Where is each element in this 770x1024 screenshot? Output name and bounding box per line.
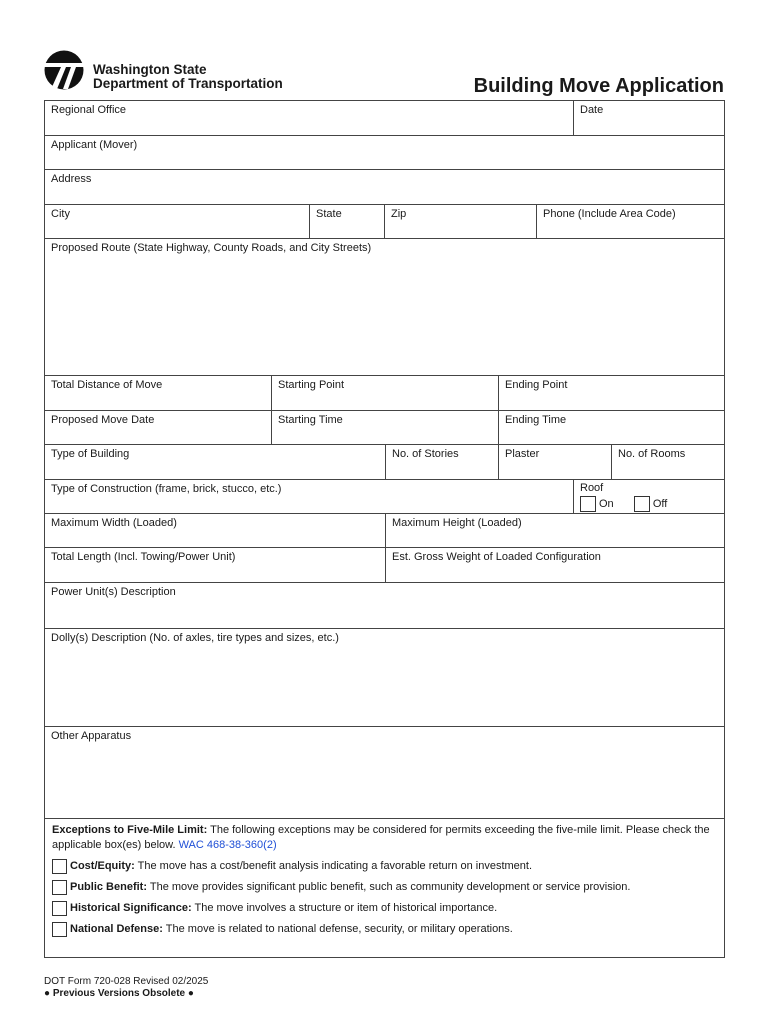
type-of-building-label: Type of Building [51,448,130,460]
row-other-apparatus [45,727,724,819]
plaster-field[interactable] [498,445,611,479]
gross-weight-label: Est. Gross Weight of Loaded Configuration [392,551,601,563]
row-route [45,239,724,376]
form-number: DOT Form 720-028 Revised 02/2025 [44,976,209,987]
max-height-label: Maximum Height (Loaded) [392,517,522,529]
address-label: Address [51,173,92,185]
phone-label: Phone (Include Area Code) [543,208,676,220]
other-apparatus-field[interactable] [45,727,724,818]
row-move-date [45,411,724,445]
total-length-field[interactable] [45,548,385,582]
cost-equity-checkbox[interactable] [52,859,67,874]
row-power-unit [45,583,724,629]
state-field[interactable] [309,205,384,238]
proposed-route-label: Proposed Route (State Highway, County Roads, and City Streets) [51,242,372,254]
total-length-label: Total Length (Incl. Towing/Power Unit) [51,551,236,563]
city-label: City [51,208,70,220]
applicant-label: Applicant (Mover) [51,139,138,151]
application-form [44,100,725,958]
row-length-weight [45,548,724,583]
regional-office-label: Regional Office [51,104,127,116]
roof-options [580,496,718,512]
ending-time-field[interactable] [498,411,724,444]
total-distance-field[interactable] [45,376,271,410]
national-defense-label: National Defense: [70,923,163,935]
phone-field[interactable] [536,205,724,238]
wsdot-logo [44,50,84,90]
zip-field[interactable] [384,205,536,238]
public-benefit-description: The move provides significant public benefit, such as community development or service provision. [147,881,631,893]
ending-time-label: Ending Time [505,414,567,426]
national-defense-description: The move is related to national defense, security, or military operations. [162,923,513,935]
national-defense-checkbox[interactable] [52,922,67,937]
gross-weight-field[interactable] [385,548,724,582]
max-width-field[interactable] [45,514,385,547]
roof-off-label: Off [652,497,668,510]
type-of-building-field[interactable] [45,445,385,479]
max-width-label: Maximum Width (Loaded) [51,517,177,529]
form-footer [44,976,208,1000]
agency-line-2: Department of Transportation [93,76,283,91]
public-benefit-checkbox[interactable] [52,880,67,895]
historical-significance-checkbox[interactable] [52,901,67,916]
city-field[interactable] [45,205,309,238]
state-label: State [316,208,342,220]
public-benefit-text [70,880,630,895]
row-construction [45,480,724,514]
form-title: Building Move Application [473,75,724,97]
no-of-rooms-label: No. of Rooms [618,448,686,460]
ending-point-label: Ending Point [505,379,568,391]
max-height-field[interactable] [385,514,724,547]
agency-line-1: Washington State [93,62,207,77]
starting-time-label: Starting Time [278,414,343,426]
plaster-label: Plaster [505,448,540,460]
exceptions-section [45,819,724,957]
date-label: Date [580,104,604,116]
exception-public-benefit [52,880,717,895]
row-applicant [45,136,724,170]
roof-on-checkbox[interactable] [580,496,596,512]
exception-national-defense [52,922,717,937]
no-of-rooms-field[interactable] [611,445,724,479]
historical-significance-description: The move involves a structure or item of historical importance. [191,902,498,914]
exceptions-intro [52,823,717,853]
roof-field [573,480,724,513]
proposed-move-date-label: Proposed Move Date [51,414,155,426]
row-building [45,445,724,480]
row-dolly [45,629,724,727]
starting-time-field[interactable] [271,411,498,444]
proposed-route-field[interactable] [45,239,724,375]
type-of-construction-label: Type of Construction (frame, brick, stucco, etc.) [51,483,282,495]
cost-equity-description: The move has a cost/benefit analysis indicating a favorable return on investment. [134,860,533,872]
national-defense-text [70,922,513,937]
regional-office-field[interactable] [45,101,573,135]
ending-point-field[interactable] [498,376,724,410]
address-field[interactable] [45,170,724,204]
cost-equity-label: Cost/Equity: [70,860,135,872]
date-field[interactable] [573,101,724,135]
starting-point-label: Starting Point [278,379,345,391]
wac-link[interactable]: WAC 468-38-360(2) [178,839,277,851]
dolly-label: Dolly(s) Description (No. of axles, tire types and sizes, etc.) [51,632,339,644]
row-city [45,205,724,239]
power-unit-label: Power Unit(s) Description [51,586,176,598]
other-apparatus-label: Other Apparatus [51,730,132,742]
exceptions-heading: Exceptions to Five-Mile Limit: [52,824,208,836]
row-width-height [45,514,724,548]
exception-cost-equity [52,859,717,874]
exceptions-text: The following exceptions may be considered for permits exceeding the five-mile limit. Please check the applicable box(es) below. [52,824,710,851]
roof-on-label: On [599,497,614,510]
starting-point-field[interactable] [271,376,498,410]
roof-label: Roof [580,482,604,494]
zip-label: Zip [391,208,407,220]
row-office-date [45,101,724,136]
applicant-field[interactable] [45,136,724,169]
public-benefit-label: Public Benefit: [70,881,148,893]
no-of-stories-label: No. of Stories [392,448,459,460]
historical-significance-label: Historical Significance: [70,902,192,914]
row-address [45,170,724,205]
total-distance-label: Total Distance of Move [51,379,163,391]
obsolete-notice: ● Previous Versions Obsolete ● [44,988,194,999]
proposed-move-date-field[interactable] [45,411,271,444]
agency-name [93,63,283,91]
exception-historical-significance [52,901,717,916]
power-unit-field[interactable] [45,583,724,628]
dolly-field[interactable] [45,629,724,726]
cost-equity-text [70,859,532,874]
roof-off-checkbox[interactable] [634,496,650,512]
type-of-construction-field[interactable] [45,480,573,513]
historical-significance-text [70,901,497,916]
no-of-stories-field[interactable] [385,445,498,479]
row-distance [45,376,724,411]
